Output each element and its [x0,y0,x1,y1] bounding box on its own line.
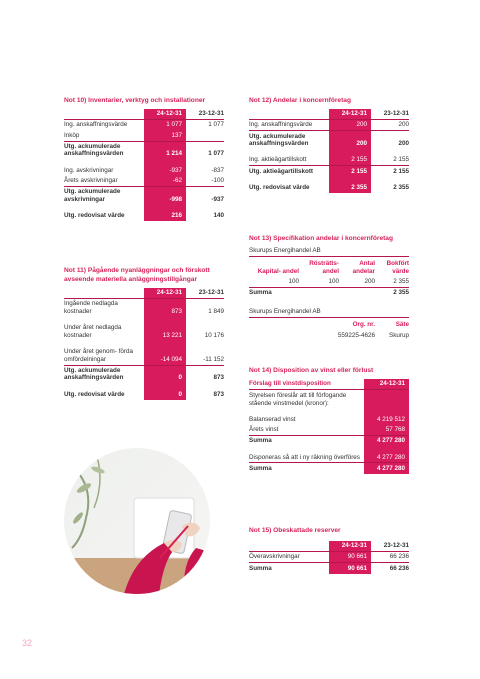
table-row: Utg. ackumulerade anskaffningsvärden 1 214 1 077 [64,142,224,158]
note-15-table [249,541,409,574]
table-row: Styrelsen föreslår att till förfogande stående vinstmedel (kronor): [249,390,409,409]
col-header-2023: 23-12-31 [186,109,224,120]
table-row: Utg. ackumulerade anskaffningsvärden 0 873 [64,366,224,382]
note-13-title: Not 13) Specifikation andelar i koncernföretag [249,235,393,242]
col-header-2023: 23-12-31 [186,288,224,299]
note-10-title: Not 10) Inventarier, verktyg och installationer [64,97,206,104]
table-row: Utg. redovisat värde 216 140 [64,211,224,219]
header-antal-andelar: Antal andelar [352,260,375,275]
table-row: Summa 2 355 [249,289,409,297]
note-12-section [249,96,409,193]
table-row: 100 100 200 2 355 [288,278,409,286]
header-sate: Säte [395,321,409,329]
table-row: Under året genom- förda omfördelningar -14 094 -11 152 [64,347,224,365]
note-12-title: Not 12) Andelar i koncernföretag [249,97,351,104]
col-header-2023: 23-12-31 [371,541,409,552]
note-14-title: Not 14) Disposition av vinst eller förlust [249,367,374,374]
table-row: Utg. ackumulerade anskaffningsvärden 200 200 [249,132,409,148]
table-row: Årets avskrivningar -62 -100 [64,176,224,187]
photo-hands-with-phone [64,448,210,594]
table-row: 559225-4626 Skurup [337,331,409,339]
table-row: Ing. avskrivningar -937 -837 [64,166,224,174]
table-row: Ingående nedlagda kostnader 873 1 849 [64,300,224,316]
note-14-table [249,379,409,474]
table-row: Balanserad vinst 4 219 512 [249,415,409,425]
page-number: 32 [22,638,33,648]
table-row: Utg. redovisat värde 0 873 [64,390,224,398]
col-header-2024: 24-12-31 [329,541,371,552]
header-kapitalandel: Kapital- andel [257,267,299,275]
table-row: Under året nedlagda kostnader 13 221 10 176 [64,324,224,339]
table-row: Ing. anskaffningsvärde 1 077 1 077 [64,121,224,129]
note-11-table [64,288,224,400]
col-header-2024: 24-12-31 [364,379,409,390]
company-name: Skurups Energihandel AB [249,308,409,318]
note-11-section [64,266,224,400]
col-header-2024: 24-12-31 [329,109,371,120]
header-bokfort-varde: Bokfört värde [386,260,409,275]
note-11-title: Not 11) Pågående nyanläggningar och förskott avseende materiella anläggningstillgångar [64,267,210,283]
table-row: Summa 4 277 280 [249,463,409,474]
table-row: Disponeras så att i ny räkning överföres 4 277 280 [249,452,409,463]
table-row: Summa 90 661 66 236 [249,564,409,572]
note-10-table [64,109,224,221]
table-row: Årets vinst 57 768 [249,425,409,436]
table-row: Utg. ackumulerade avskrivningar -998 -937 [64,188,224,203]
table-row: Utg. aktieägartillskott 2 155 2 155 [249,167,409,175]
company-name: Skurups Energihandel AB [249,247,409,257]
note-15-title: Not 15) Obeskattade reserver [249,527,341,534]
note-15-section [249,526,409,574]
note-14-section [249,366,409,474]
note-10-section [64,96,224,221]
note-13-table [249,259,409,298]
table-row: Överavskrivningar 90 661 66 236 [249,552,409,563]
note-13-section [249,234,409,341]
col-header-2024: 24-12-31 [144,109,186,120]
table-row: Utg. redovisat värde 2 355 2 355 [249,183,409,191]
header-rostrattsandel: Rösträtts- andel [309,260,339,275]
note-12-table [249,109,409,193]
table-row: Ing. aktieägartillskott 2 155 2 155 [249,155,409,166]
col-header-2024: 24-12-31 [144,288,186,299]
table-row: Summa 4 277 280 [249,436,409,447]
note-13-org-table [249,320,409,340]
table-row: Inköp 137 [64,130,224,141]
header-org-nr: Org. nr. [352,321,375,329]
header-forslag: Förslag till vinstdisposition [249,379,364,390]
table-row: Ing. anskaffningsvärde 200 200 [249,120,409,131]
col-header-2023: 23-12-31 [371,109,409,120]
